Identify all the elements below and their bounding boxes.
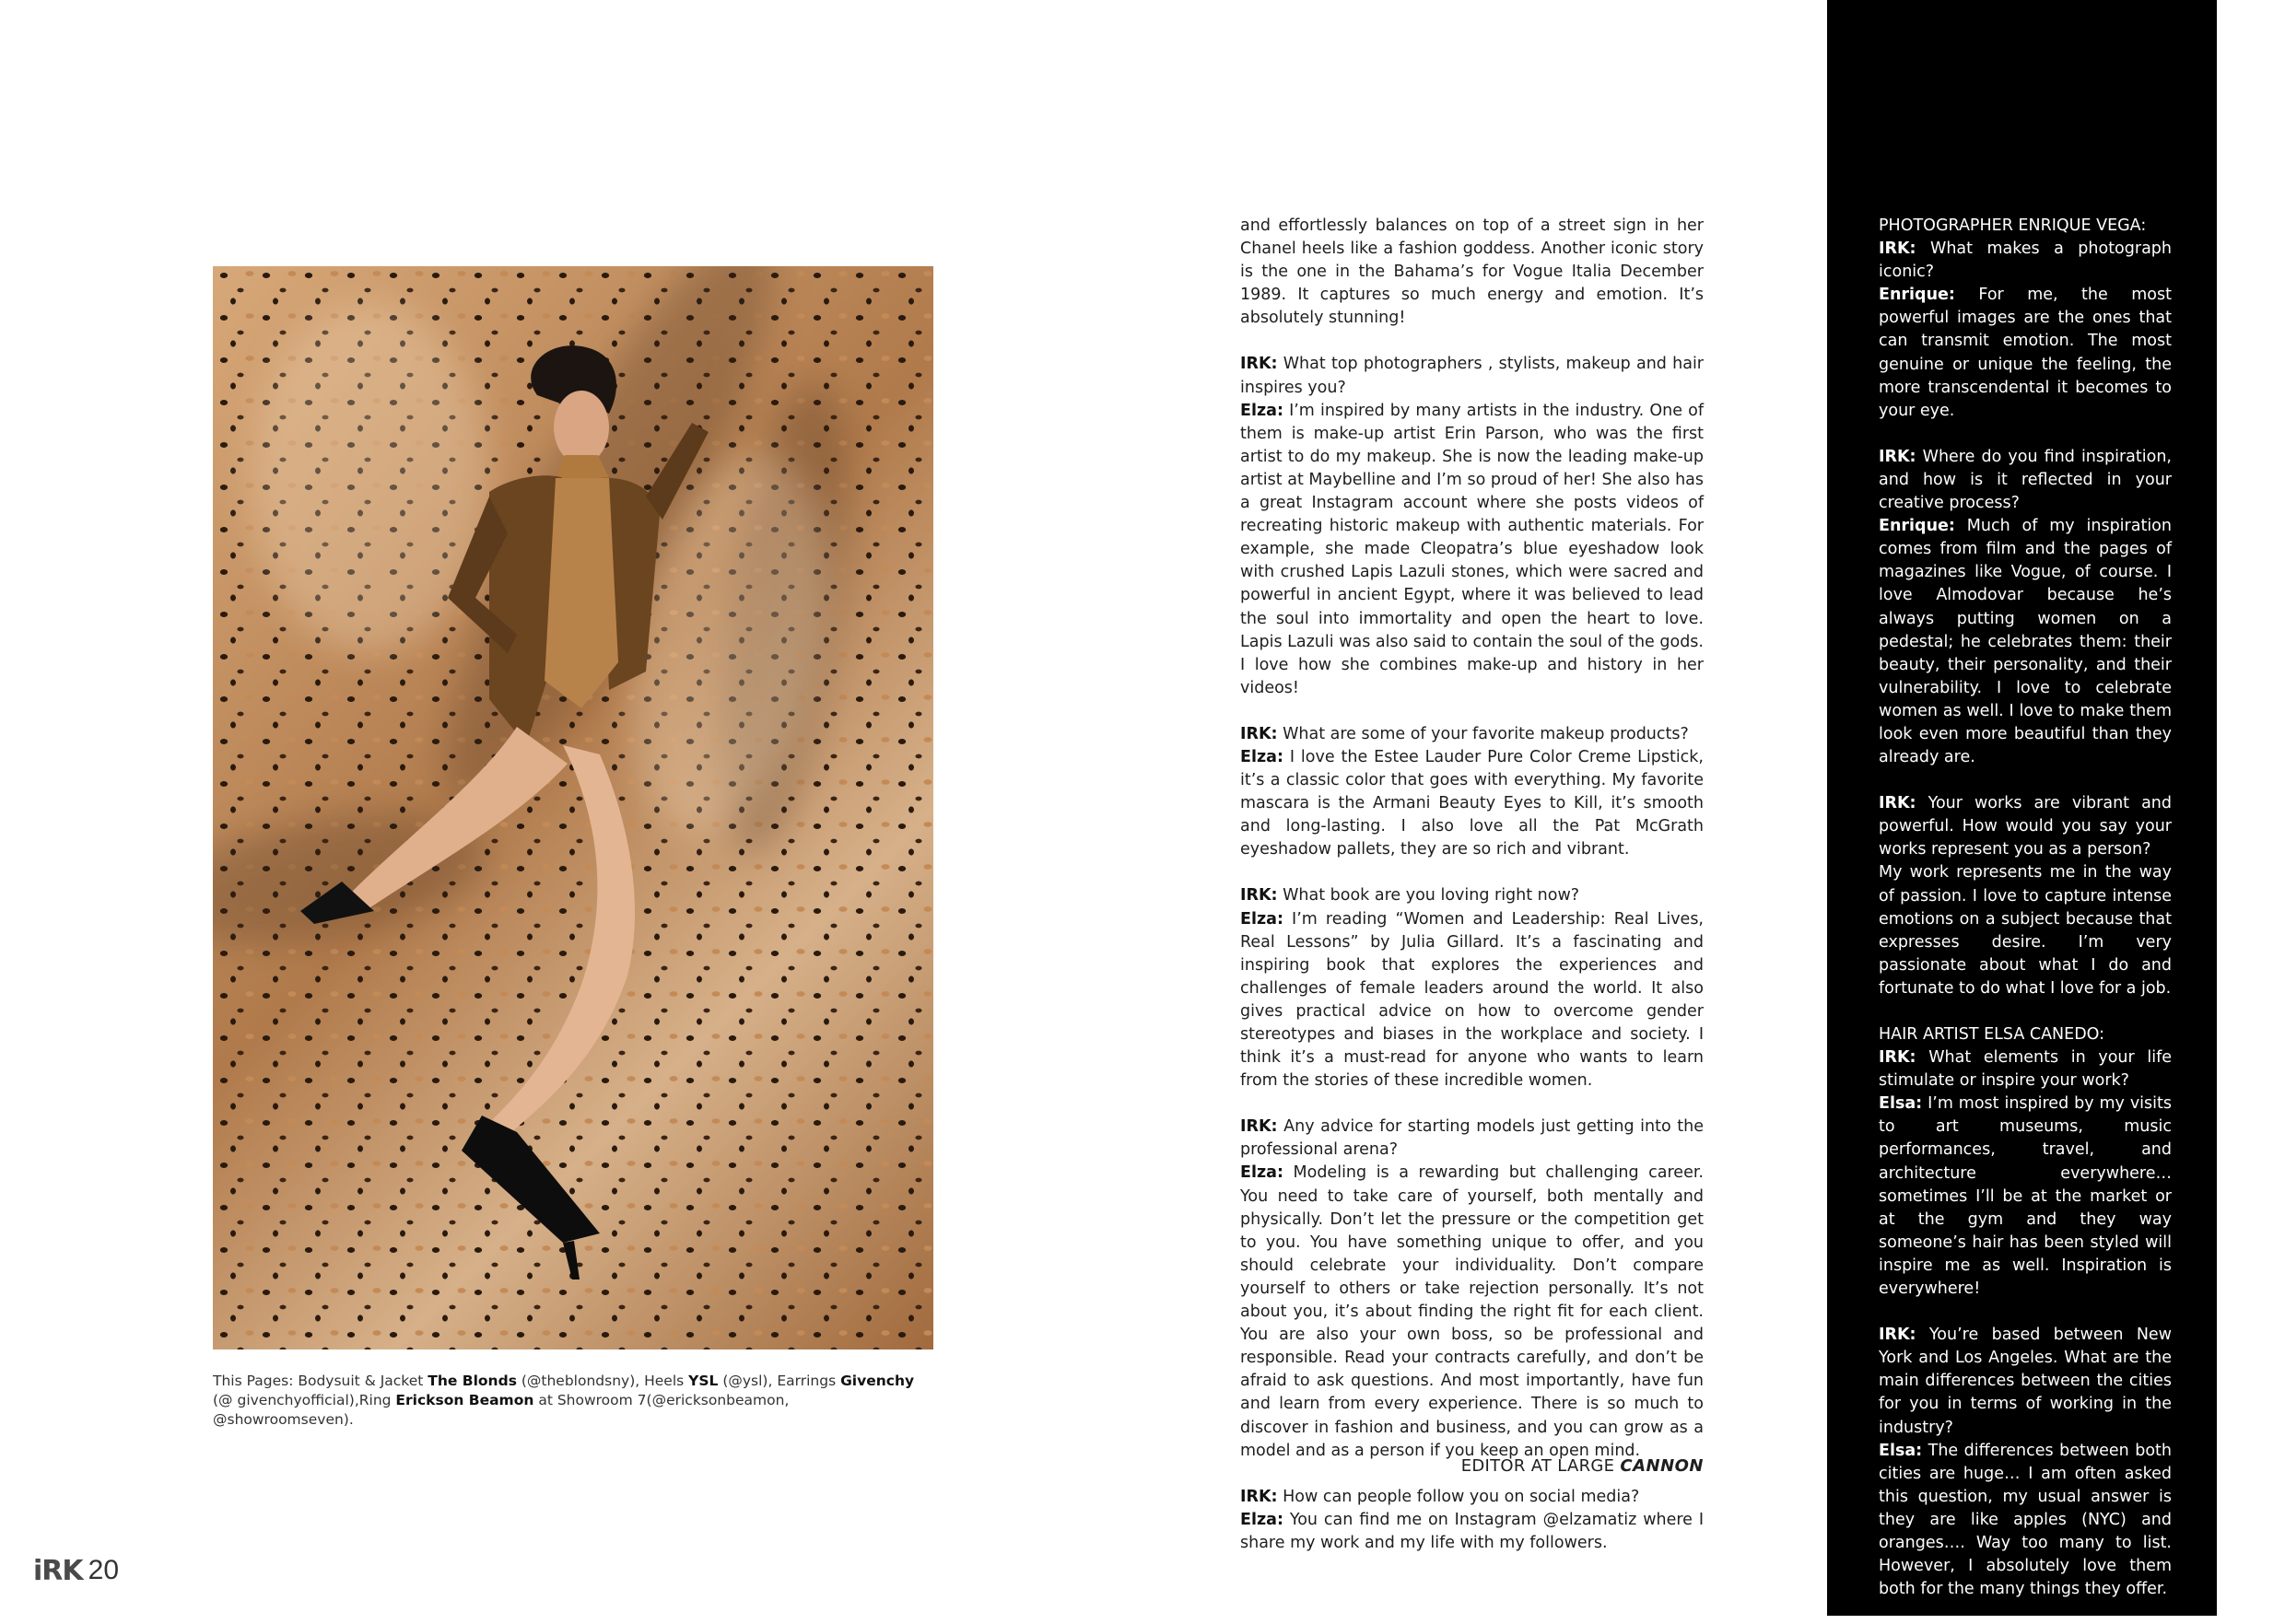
question-label: IRK: xyxy=(1240,724,1278,743)
question-text: Any advice for starting models just getting into the professional arena? xyxy=(1240,1117,1704,1160)
qa-block xyxy=(1240,1486,1704,1555)
question-label: IRK: xyxy=(1240,1487,1278,1506)
answer-text: Much of my inspiration comes from film and the pages of magazines like Vogue, of course. I love Almodovar because he’s always putting women on a pedestal; he celebrates them: their beauty, their personality, and their vulnerability. I love to celebrate women as well. I love to make them look even more beautiful than they already are. xyxy=(1879,517,2172,767)
question-label: IRK: xyxy=(1879,794,1916,813)
question-label: IRK: xyxy=(1879,447,1916,466)
qa-block xyxy=(1879,792,2172,1000)
model-figure xyxy=(213,266,933,1349)
question-text: What are some of your favorite makeup products? xyxy=(1277,724,1689,743)
question-label: IRK: xyxy=(1879,240,1916,259)
answer-label: Elsa: xyxy=(1879,1094,1923,1114)
answer-label: Elza: xyxy=(1240,1163,1283,1183)
caption-text: (@ysl), Earrings xyxy=(718,1373,841,1389)
question-text: Your works are vibrant and powerful. How would you say your works represent you as a person? xyxy=(1879,794,2172,859)
qa-block xyxy=(1240,723,1704,862)
question-text: What elements in your life stimulate or inspire your work? xyxy=(1879,1048,2172,1091)
qa-block xyxy=(1879,215,2172,423)
question-label: IRK: xyxy=(1240,886,1278,905)
qa-block xyxy=(1879,446,2172,769)
answer-label: Elza: xyxy=(1240,1510,1283,1529)
answer-text: The differences between both cities are huge… I am often asked this question, my usual answer is they are like apples (NYC) and oranges…. Way too many to list. However, I absolutely love them both for the many things they offer. xyxy=(1879,1441,2172,1599)
question-text: What book are you loving right now? xyxy=(1277,886,1580,905)
question-label: IRK: xyxy=(1240,355,1278,374)
brand-credit: Erickson Beamon xyxy=(395,1392,534,1408)
answer-label: Elza: xyxy=(1240,401,1283,420)
byline-name: CANNON xyxy=(1620,1456,1704,1476)
fashion-photo xyxy=(213,266,933,1349)
page-number: 20 xyxy=(88,1555,120,1585)
question-label: IRK: xyxy=(1240,1117,1278,1137)
answer-label: Enrique: xyxy=(1879,517,1955,536)
answer-text: I’m inspired by many artists in the industry. One of them is make-up artist Erin Parson, who was the first artist to do my makeup. She is now the leading make-up artist at Maybelline and I’m so proud of her! She also has a great Instagram account where she posts videos of recreating historic makeup with authentic materials. For example, she made Cleopatra’s blue eyeshadow look with crushed Lapis Lazuli stones, which were sacred and powerful in ancient Egypt, where it was believed to lead the soul into immortality and open the heart to love. Lapis Lazuli was also said to contain the soul of the gods. I love how she combines make-up and history in her videos! xyxy=(1240,401,1704,697)
caption-text: (@ givenchyofficial),Ring xyxy=(213,1392,396,1408)
interview-main-column xyxy=(1240,215,1704,1578)
answer-text: My work represents me in the way of passion. I love to capture intense emotions on a subject because that expresses desire. I’m very passionate about what I do and fortunate to do what I love for a job. xyxy=(1879,863,2172,998)
magazine-logo: iRK xyxy=(33,1554,83,1587)
question-text: How can people follow you on social media? xyxy=(1277,1487,1640,1506)
answer-label: Elsa: xyxy=(1879,1441,1923,1460)
byline-title: EDITOR AT LARGE xyxy=(1460,1456,1621,1476)
answer-text: I’m reading “Women and Leadership: Real Lives, Real Lessons” by Julia Gillard. It’s a fascinating and inspiring book that explores the experiences and challenges of female leaders around the world. It also gives practical advice on how to overcome gender stereotypes and biases in the workplace and society. I think it’s a must-read for anyone who wants to learn from the stories of these incredible women. xyxy=(1240,909,1704,1091)
question-label: IRK: xyxy=(1879,1326,1916,1345)
caption-text: (@theblondsny), Heels xyxy=(516,1373,689,1389)
page-folio xyxy=(33,1555,119,1586)
brand-credit: YSL xyxy=(688,1373,719,1389)
question-text: Where do you find inspiration, and how is it reflected in your creative process? xyxy=(1879,447,2172,513)
answer-text: Modeling is a rewarding but challenging career. You need to take care of yourself, both mentally and physically. Don’t let the pressure or the competition get to you. You have something unique to offer, and you should celebrate your individuality. Don’t compare yourself to others or take rejection personally. It’s not about you, it’s about finding the right fit for each client. You are also your own boss, so be professional and responsible. Read your contracts carefully, and don’t be afraid to ask questions. And most importantly, have fun and learn from every experience. There is so much to discover in fashion and business, and you can grow as a model and as a person if you keep an open mind. xyxy=(1240,1163,1704,1460)
photo-credits-caption xyxy=(213,1372,933,1430)
interview-sidebar-column xyxy=(1879,215,2172,1624)
brand-credit: Givenchy xyxy=(840,1373,915,1389)
qa-block xyxy=(1240,353,1704,699)
answer-label: Elza: xyxy=(1240,747,1283,766)
qa-block xyxy=(1240,1116,1704,1462)
question-label: IRK: xyxy=(1879,1048,1916,1068)
brand-credit: The Blonds xyxy=(428,1373,517,1389)
answer-text: I love the Estee Lauder Pure Color Creme Lipstick, it’s a classic color that goes with everything. My favorite mascara is the Armani Beauty Eyes to Kill, it’s smooth and long-lasting. I also love all the Pat McGrath eyeshadow pallets, they are so rich and vibrant. xyxy=(1240,747,1704,859)
qa-block xyxy=(1879,1023,2172,1301)
answer-label: Enrique: xyxy=(1879,286,1955,305)
question-text: What top photographers , stylists, makeup and hair inspires you? xyxy=(1240,355,1704,397)
answer-text: For me, the most powerful images are the ones that can transmit emotion. The most genuine or unique the feeling, the more transcendental it becomes to your eye. xyxy=(1879,286,2172,420)
intro-paragraph: and effortlessly balances on top of a street sign in her Chanel heels like a fashion goddess. Another iconic story is the one in the Bahama’s for Vogue Italia December 1989. It captures so much energy and emotion. It’s absolutely stunning! xyxy=(1240,216,1704,328)
section-header: PHOTOGRAPHER ENRIQUE VEGA: xyxy=(1879,216,2147,235)
caption-text: This Pages: Bodysuit & Jacket xyxy=(213,1373,428,1389)
qa-block xyxy=(1240,884,1704,1092)
answer-label: Elza: xyxy=(1240,909,1283,929)
answer-text: You can find me on Instagram @elzamatiz where I share my work and my life with my followers. xyxy=(1240,1510,1704,1552)
section-header: HAIR ARTIST ELSA CANEDO: xyxy=(1879,1025,2105,1044)
qa-block xyxy=(1879,1324,2172,1601)
question-text: You’re based between New York and Los Angeles. What are the main differences between the cities for you in terms of working in the industry? xyxy=(1879,1326,2172,1437)
editor-byline xyxy=(1240,1456,1704,1476)
question-text: What makes a photograph iconic? xyxy=(1879,240,2172,282)
caption-text: at Showroom 7(@ericksonbeamon, @showroomseven). xyxy=(213,1392,790,1428)
answer-text: I’m most inspired by my visits to art museums, music performances, travel, and architecture everywhere… sometimes I’ll be at the market or at the gym and they way someone’s hair has been styled will inspire me as well. Inspiration is everywhere! xyxy=(1879,1094,2172,1299)
